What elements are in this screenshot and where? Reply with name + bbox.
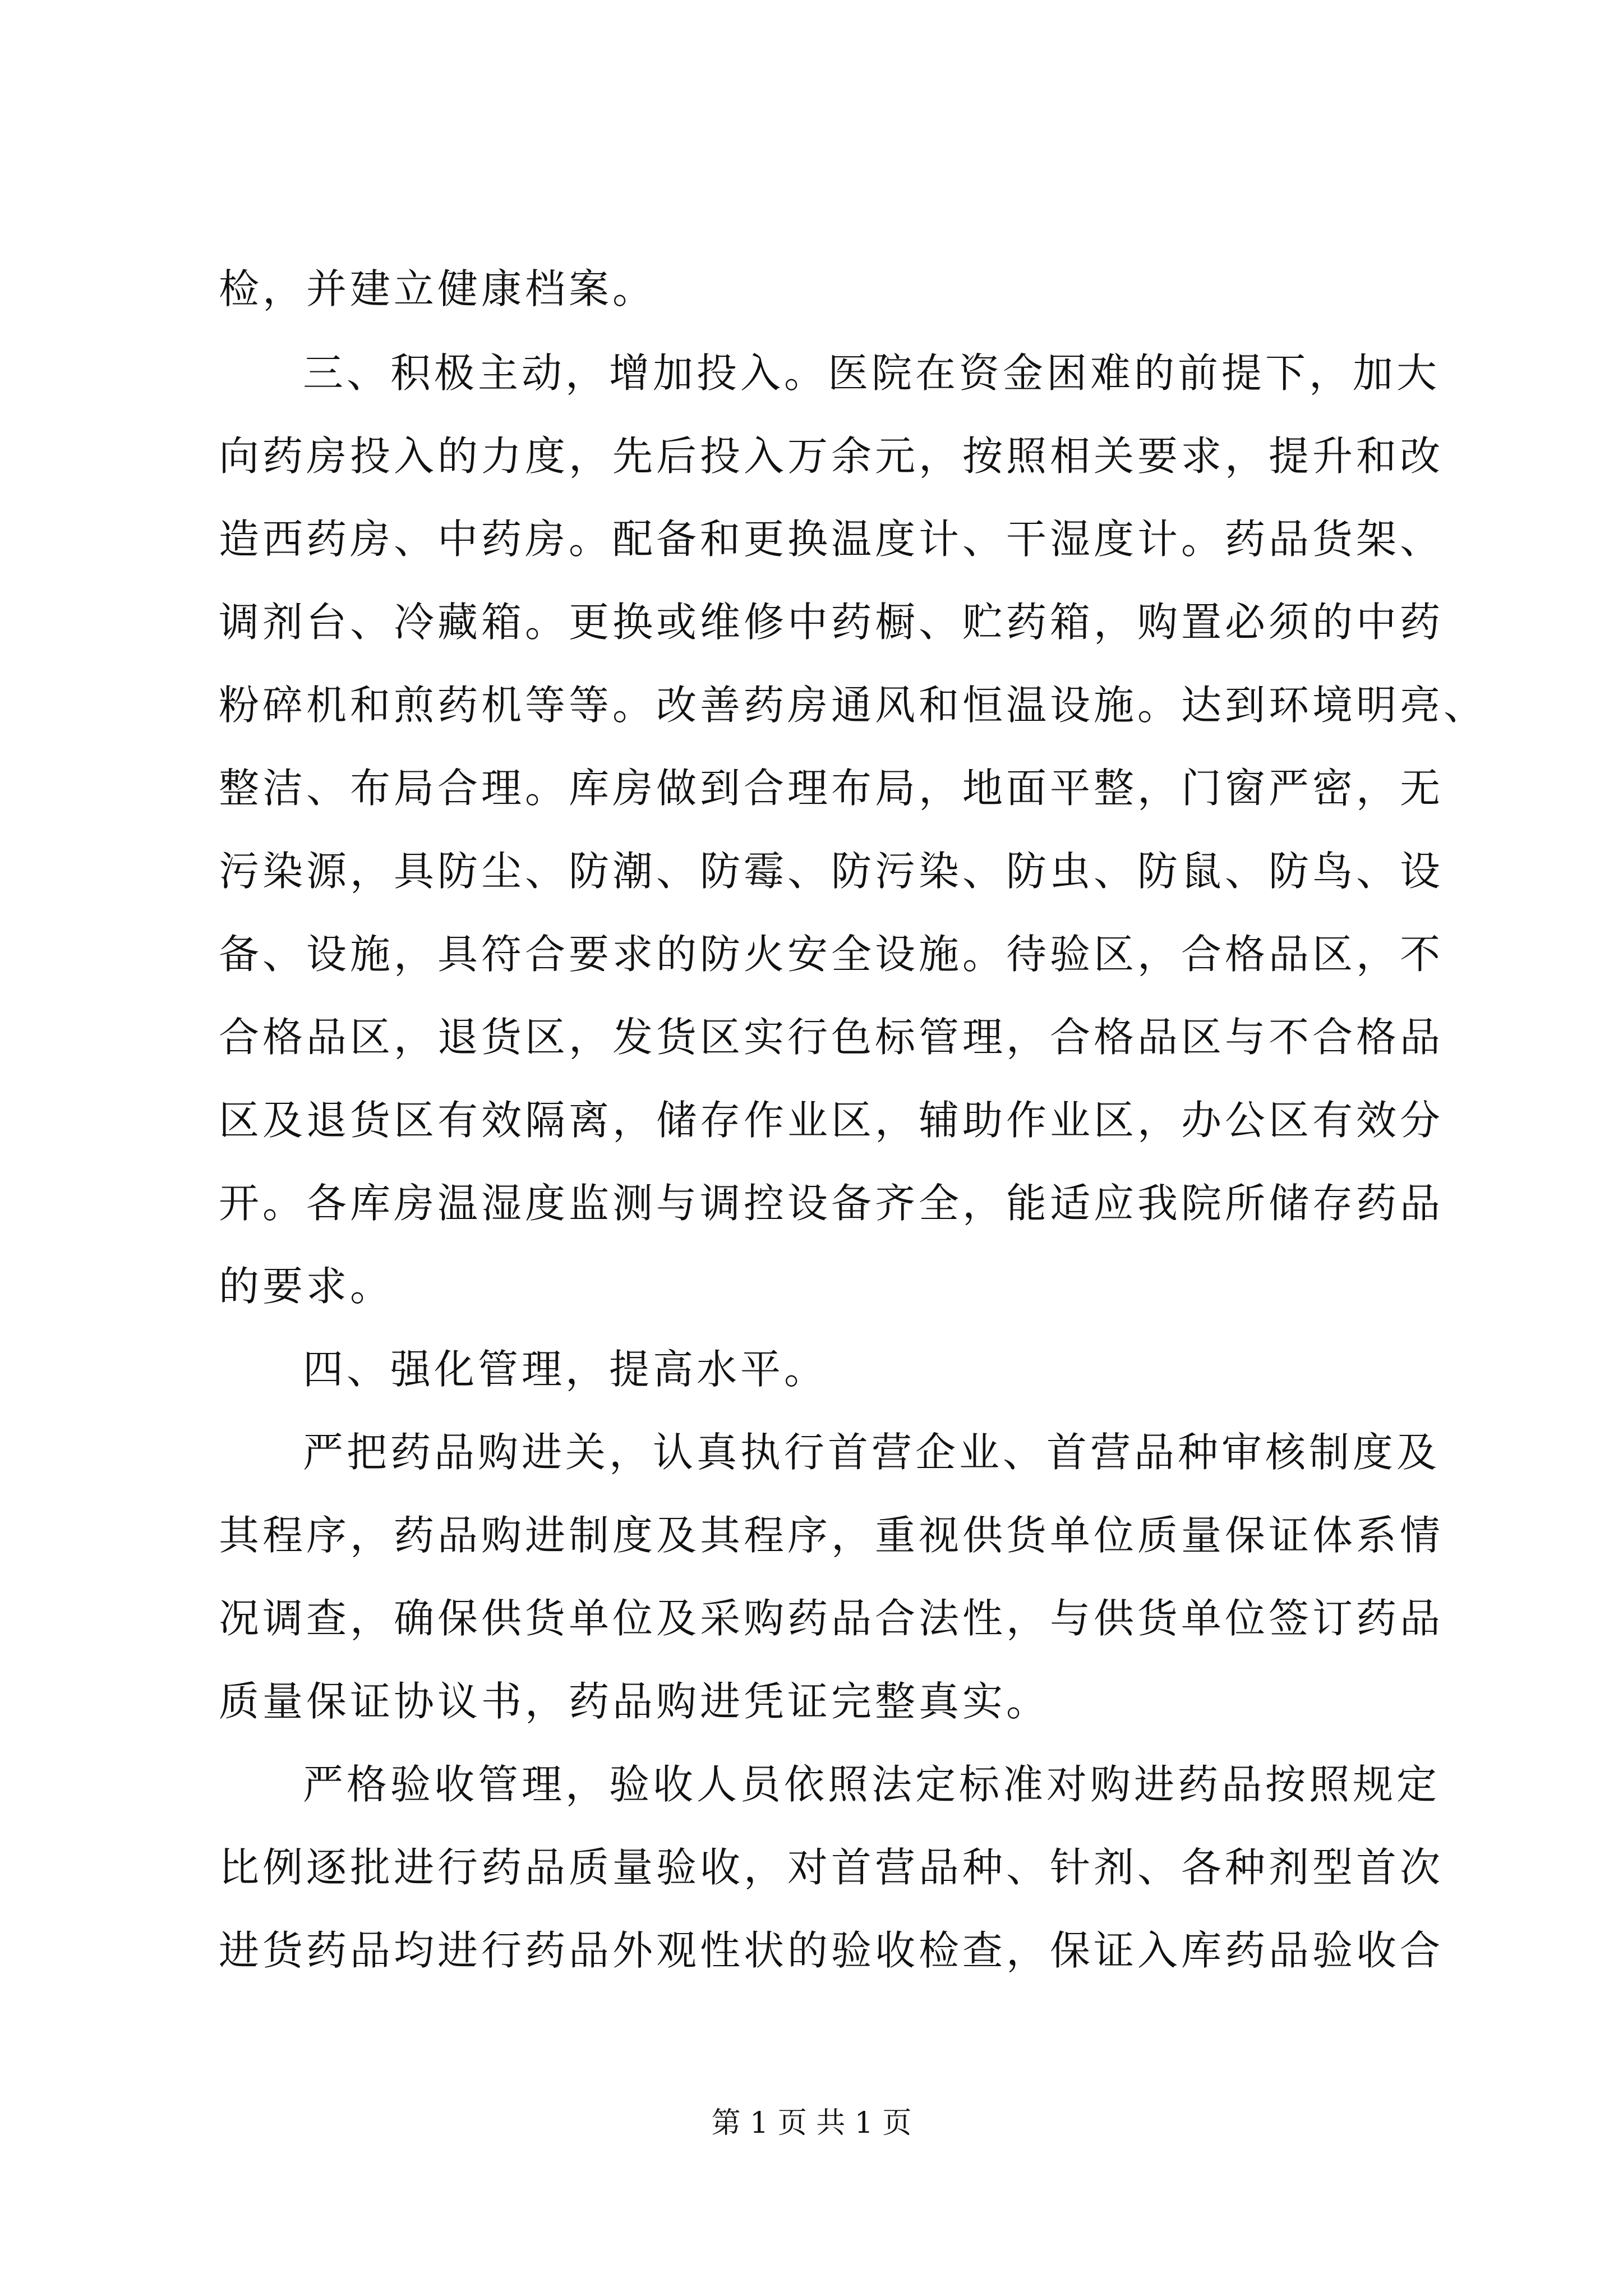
text-line: 质量保证协议书，药品购进凭证完整真实。 <box>219 1678 1050 1725</box>
text-line: 进货药品均进行药品外观性状的验收检查，保证入库药品验收合 <box>219 1927 1444 1974</box>
text-line: 造西药房、中药房。配备和更换温度计、干湿度计。药品货架、 <box>219 516 1444 563</box>
text-line: 粉碎机和煎药机等等。改善药房通风和恒温设施。达到环境明亮、 <box>219 682 1488 729</box>
text-line: 区及退货区有效隔离，储存作业区，辅助作业区，办公区有效分 <box>219 1097 1444 1144</box>
text-line: 严把药品购进关，认真执行首营企业、首营品种审核制度及 <box>303 1429 1441 1476</box>
text-line: 检，并建立健康档案。 <box>219 265 657 312</box>
section-heading: 四、强化管理，提高水平。 <box>303 1346 828 1393</box>
text-line: 三、积极主动，增加投入。医院在资金困难的前提下，加大 <box>303 349 1441 397</box>
text-line: 严格验收管理，验收人员依照法定标准对购进药品按照规定 <box>303 1761 1441 1808</box>
text-line: 调剂台、冷藏箱。更换或维修中药橱、贮药箱，购置必须的中药 <box>219 599 1444 646</box>
text-line: 其程序，药品购进制度及其程序，重视供货单位质量保证体系情 <box>219 1512 1444 1559</box>
text-line: 开。各库房温湿度监测与调控设备齐全，能适应我院所储存药品 <box>219 1180 1444 1227</box>
text-line: 况调查，确保供货单位及采购药品合法性，与供货单位签订药品 <box>219 1595 1444 1642</box>
text-line: 向药房投入的力度，先后投入万余元，按照相关要求，提升和改 <box>219 432 1444 480</box>
text-line: 合格品区，退货区，发货区实行色标管理，合格品区与不合格品 <box>219 1014 1444 1061</box>
text-line: 备、设施，具符合要求的防火安全设施。待验区，合格品区，不 <box>219 931 1444 978</box>
text-line: 整洁、布局合理。库房做到合理布局，地面平整，门窗严密，无 <box>219 765 1444 812</box>
page-footer <box>0 2101 1623 2146</box>
text-line: 污染源，具防尘、防潮、防霉、防污染、防虫、防鼠、防鸟、设 <box>219 848 1444 895</box>
text-line: 的要求。 <box>219 1263 394 1310</box>
page-number-label: 第 1 页 共 1 页 <box>711 2106 912 2140</box>
text-line: 比例逐批进行药品质量验收，对首营品种、针剂、各种剂型首次 <box>219 1844 1444 1891</box>
